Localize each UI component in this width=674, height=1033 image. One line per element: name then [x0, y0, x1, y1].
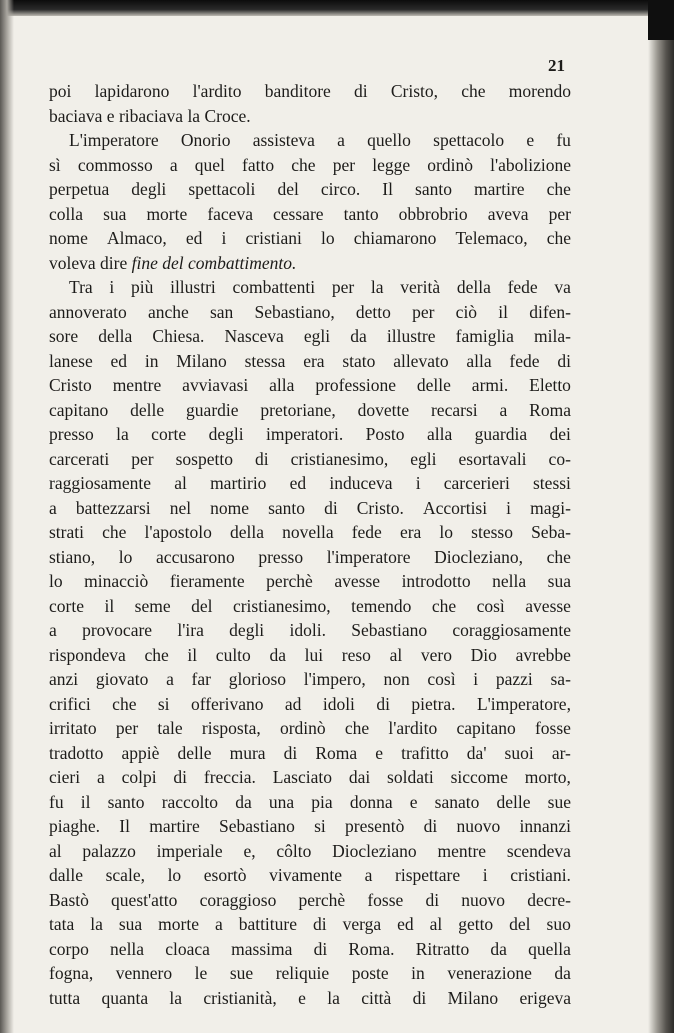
- text-line: al palazzo imperiale e, côlto Diocleziano mentre scendeva: [49, 840, 571, 861]
- book-edge-right: [648, 0, 674, 1033]
- text-line: Bastò quest'atto coraggioso perchè fosse di nuovo decre-: [49, 889, 571, 910]
- text-line: crifici che si offerivano ad idoli di pietra. L'imperatore,: [49, 693, 571, 714]
- text-line: dalle scale, lo esortò vivamente a rispettare i cristiani.: [49, 865, 571, 885]
- text-line: fu il santo raccolto da una pia donna e sanato delle sue: [49, 791, 571, 812]
- text-line: a battezzarsi nel nome santo di Cristo. Accortisi i magi-: [49, 497, 571, 518]
- text-line: piaghe. Il martire Sebastiano si presentò di nuovo innanzi: [49, 816, 571, 836]
- text-line: capitano delle guardie pretoriane, dovette recarsi a Roma: [49, 399, 571, 420]
- book-gutter-shadow: [0, 0, 14, 1033]
- text-line: a provocare l'ira degli idoli. Sebastiano coraggiosamente: [49, 620, 571, 640]
- text-line: corpo nella cloaca massima di Roma. Ritratto da quella: [49, 938, 571, 959]
- text-line: tata la sua morte a battiture di verga ed al getto del suo: [49, 914, 571, 934]
- body-text: [49, 79, 571, 1010]
- text-line: sì commosso a quel fatto che per legge ordinò l'abolizione: [49, 154, 571, 175]
- text-line: rispondeva che il culto da lui reso al vero Dio avrebbe: [49, 644, 571, 665]
- text-line: lanese ed in Milano stessa era stato allevato alla fede di: [49, 350, 571, 371]
- text-line: anzi giovato a far glorioso l'impero, non così i pazzi sa-: [49, 669, 571, 689]
- text-line: [49, 104, 571, 129]
- text-line: corte il seme del cristianesimo, temendo che così avesse: [49, 595, 571, 616]
- text-line: sore della Chiesa. Nasceva egli da illustre famiglia mila-: [49, 326, 571, 346]
- book-edge-top: [0, 0, 674, 16]
- text-line: perpetua degli spettacoli del circo. Il santo martire che: [49, 179, 571, 199]
- text-line: annoverato anche san Sebastiano, detto per ciò il difen-: [49, 301, 571, 322]
- text-line: lo minacciò fieramente perchè avesse introdotto nella sua: [49, 571, 571, 591]
- book-corner-shadow: [648, 0, 674, 40]
- page-number: 21: [548, 56, 565, 75]
- text-line: colla sua morte faceva cessare tanto obbrobrio aveva per: [49, 203, 571, 224]
- text-line: nome Almaco, ed i cristiani lo chiamarono Telemaco, che: [49, 228, 571, 248]
- text-line: cieri a colpi di freccia. Lasciato dai soldati siccome morto,: [49, 767, 571, 787]
- text-line: irritato per tale risposta, ordinò che l'ardito capitano fosse: [49, 718, 571, 738]
- text-line: L'imperatore Onorio assisteva a quello spettacolo e fu: [69, 130, 571, 150]
- text-line-content: voleva dire: [49, 252, 128, 273]
- text-line-content: baciava e ribaciava la Croce.: [49, 105, 251, 126]
- text-line: carcerati per sospetto di cristianesimo, egli esortavali co-: [49, 448, 571, 469]
- text-line: fogna, vennero le sue reliquie poste in venerazione da: [49, 963, 571, 983]
- italic-phrase: fine del combattimento.: [131, 252, 297, 273]
- text-line: strati che l'apostolo della novella fede era lo stesso Seba-: [49, 522, 571, 542]
- text-line: poi lapidarono l'ardito banditore di Cristo, che morendo: [49, 81, 571, 101]
- text-line: tradotto appiè delle mura di Roma e trafitto da' suoi ar-: [49, 742, 571, 763]
- text-line: Cristo mentre avviavasi alla professione delle armi. Eletto: [49, 375, 571, 395]
- text-line: Tra i più illustri combattenti per la verità della fede va: [69, 277, 571, 297]
- text-line: stiano, lo accusarono presso l'imperatore Diocleziano, che: [49, 546, 571, 567]
- text-line: raggiosamente al martirio ed induceva i carcerieri stessi: [49, 473, 571, 493]
- text-line: tutta quanta la cristianità, e la città di Milano erigeva: [49, 987, 571, 1008]
- text-line: [49, 251, 571, 276]
- text-line: presso la corte degli imperatori. Posto alla guardia dei: [49, 424, 571, 444]
